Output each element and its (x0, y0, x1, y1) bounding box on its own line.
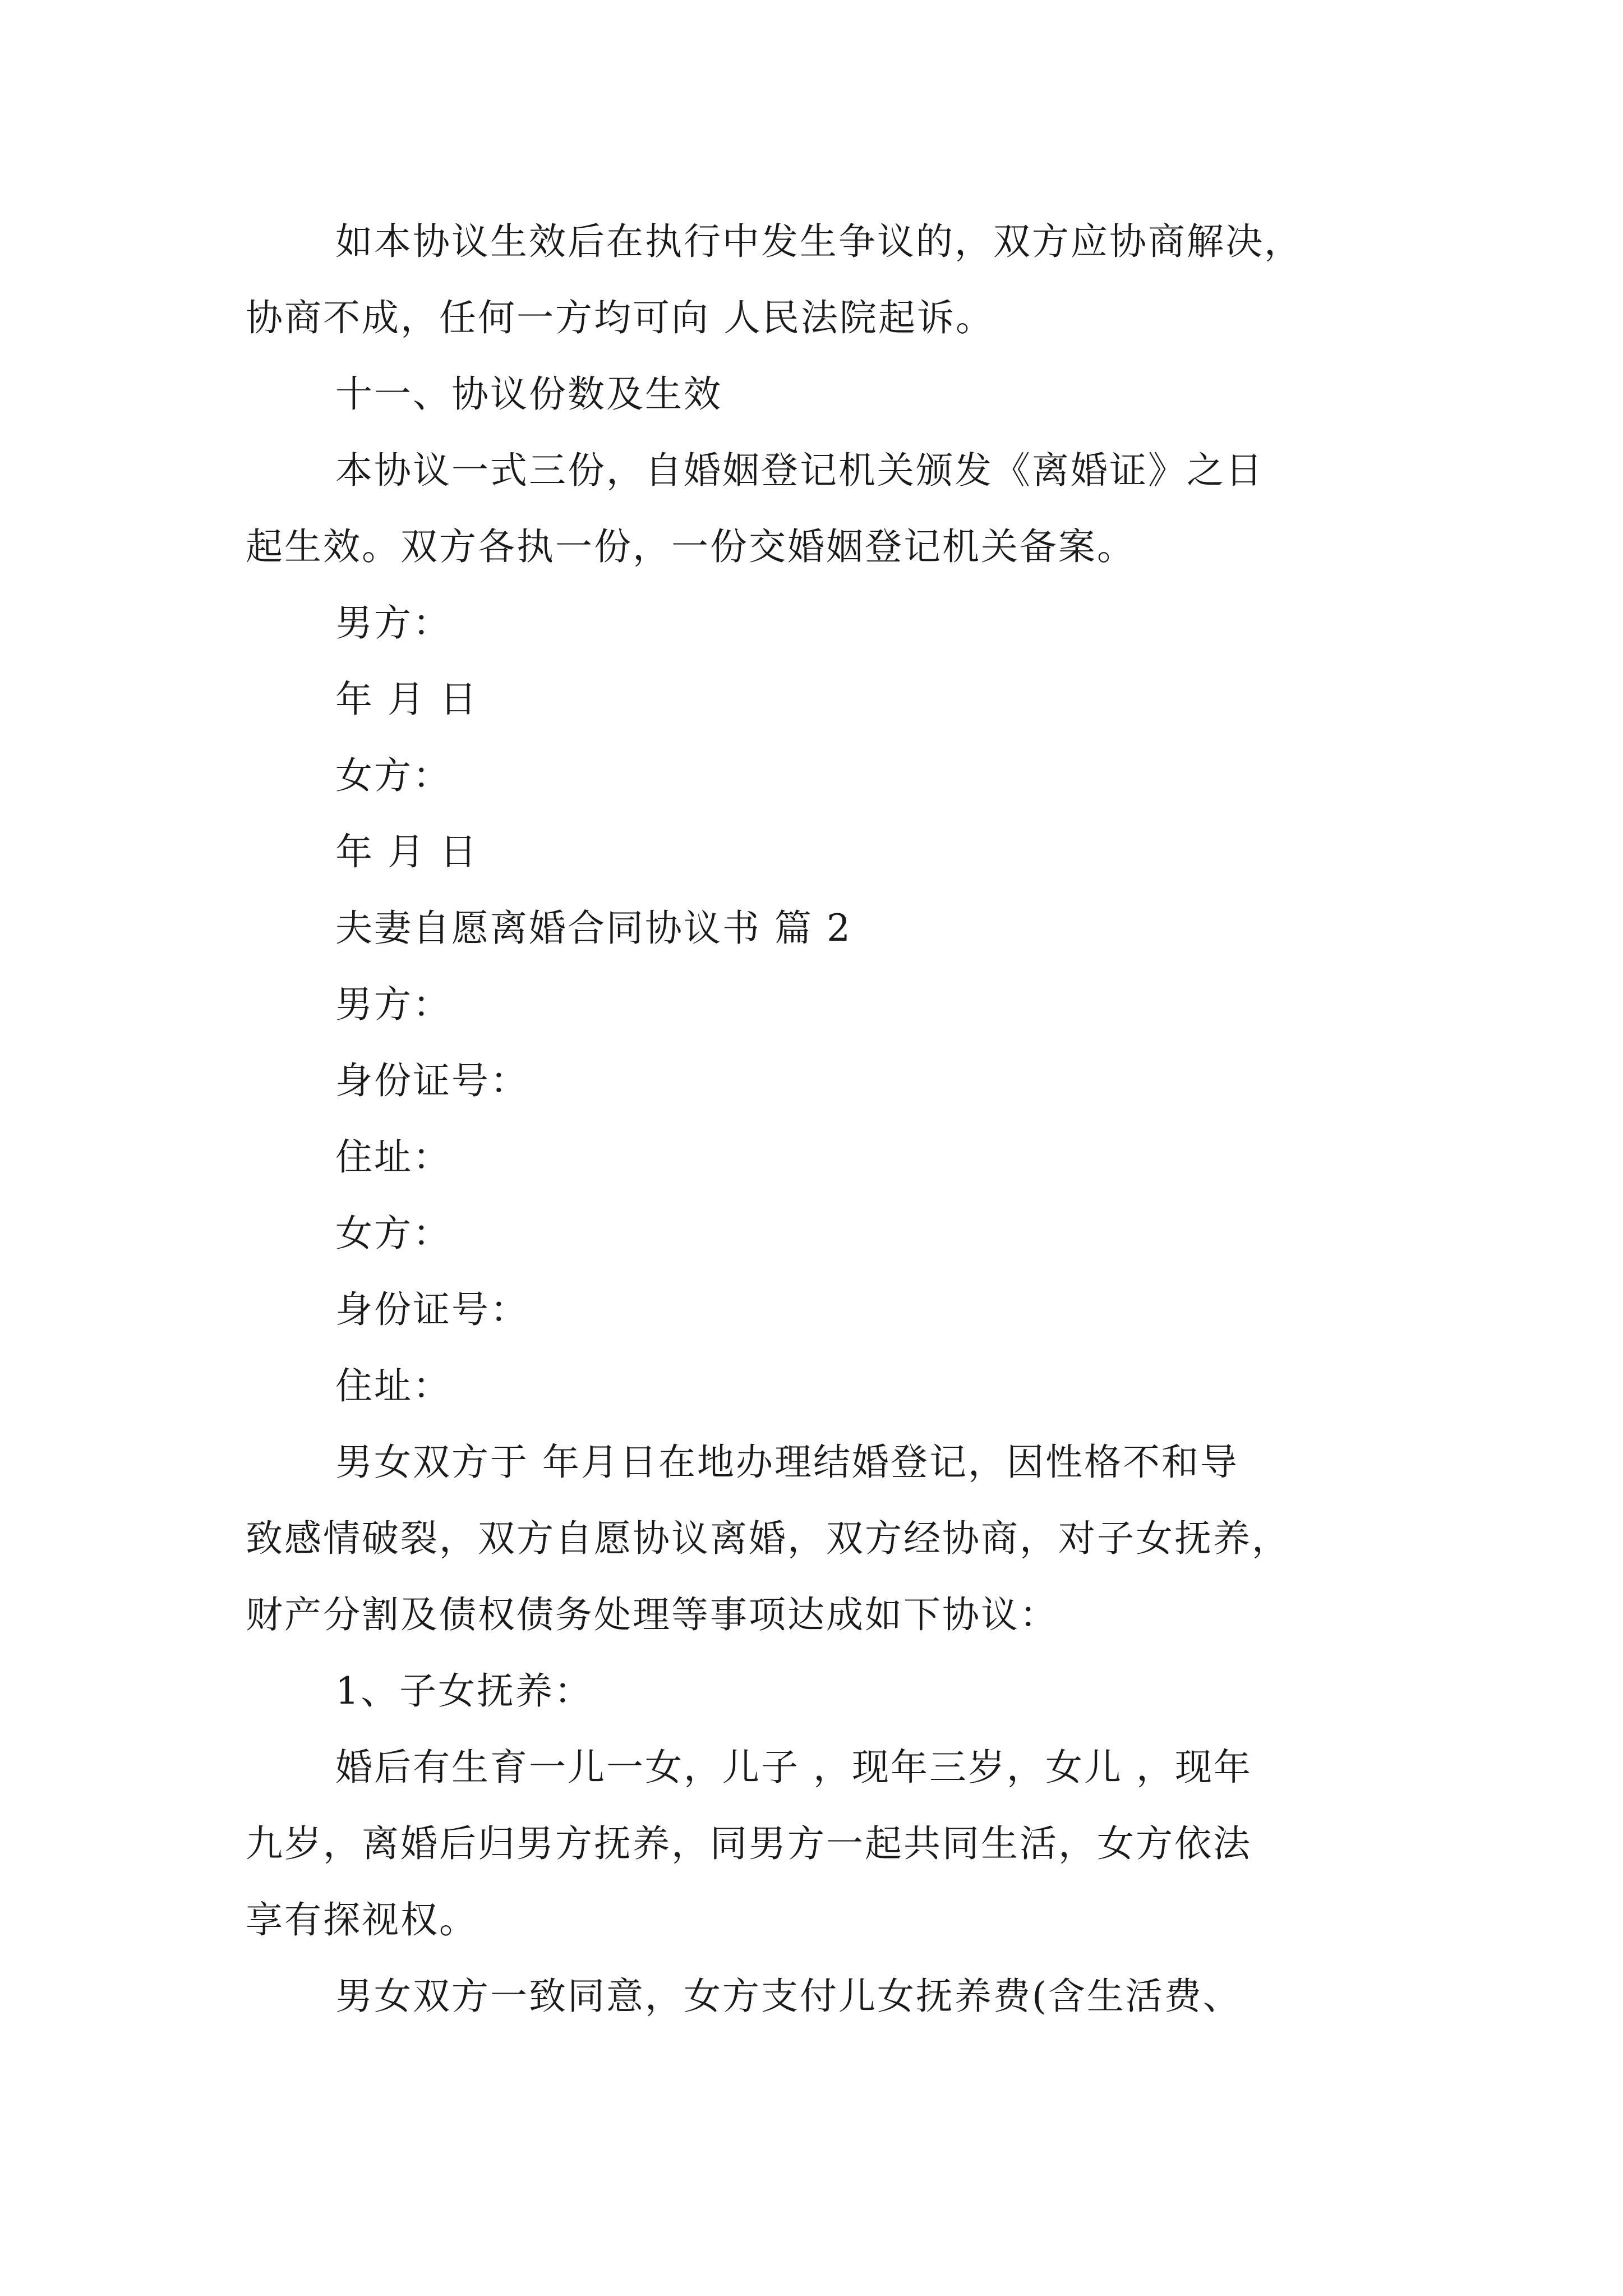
field-label-male: 男方： (335, 983, 451, 1026)
text-line: 起生效。双方各执一份，一份交婚姻登记机关备案。 (246, 525, 1136, 568)
text-line: 本协议一式三份，自婚姻登记机关颁发《离婚证》之日 (335, 449, 1264, 492)
text-line: 如本协议生效后在执行中发生争议的，双方应协商解决， (335, 220, 1303, 263)
signature-label-female: 女方： (335, 754, 451, 797)
text-line: 财产分割及债权债务处理等事项达成如下协议： (246, 1593, 1058, 1636)
field-label-address: 住址： (335, 1364, 451, 1407)
text-line: 协商不成，任何一方均可向 人民法院起诉。 (246, 296, 994, 339)
text-line: 男女双方一致同意，女方支付儿女抚养费(含生活费、 (335, 1975, 1242, 2018)
text-line: 九岁，离婚后归男方抚养，同男方一起共同生活，女方依法 (246, 1822, 1252, 1865)
field-label-id: 身份证号： (335, 1059, 529, 1102)
signature-label-male: 男方： (335, 601, 451, 645)
section-heading: 1、子女抚养： (335, 1669, 593, 1713)
date-line: 年 月 日 (335, 830, 478, 873)
field-label-id: 身份证号： (335, 1288, 529, 1331)
text-line: 婚后有生育一儿一女，儿子 ，现年三岁，女儿 ，现年 (335, 1746, 1252, 1789)
date-line: 年 月 日 (335, 678, 478, 721)
text-line: 男女双方于 年月日在地办理结婚登记，因性格不和导 (335, 1441, 1239, 1484)
section-heading: 十一、协议份数及生效 (335, 372, 722, 416)
document-title: 夫妻自愿离婚合同协议书 篇 2 (335, 907, 852, 950)
field-label-address: 住址： (335, 1135, 451, 1179)
field-label-female: 女方： (335, 1212, 451, 1255)
text-line: 致感情破裂，双方自愿协议离婚，双方经协商，对子女抚养， (246, 1517, 1290, 1560)
text-line: 享有探视权。 (246, 1898, 478, 1941)
